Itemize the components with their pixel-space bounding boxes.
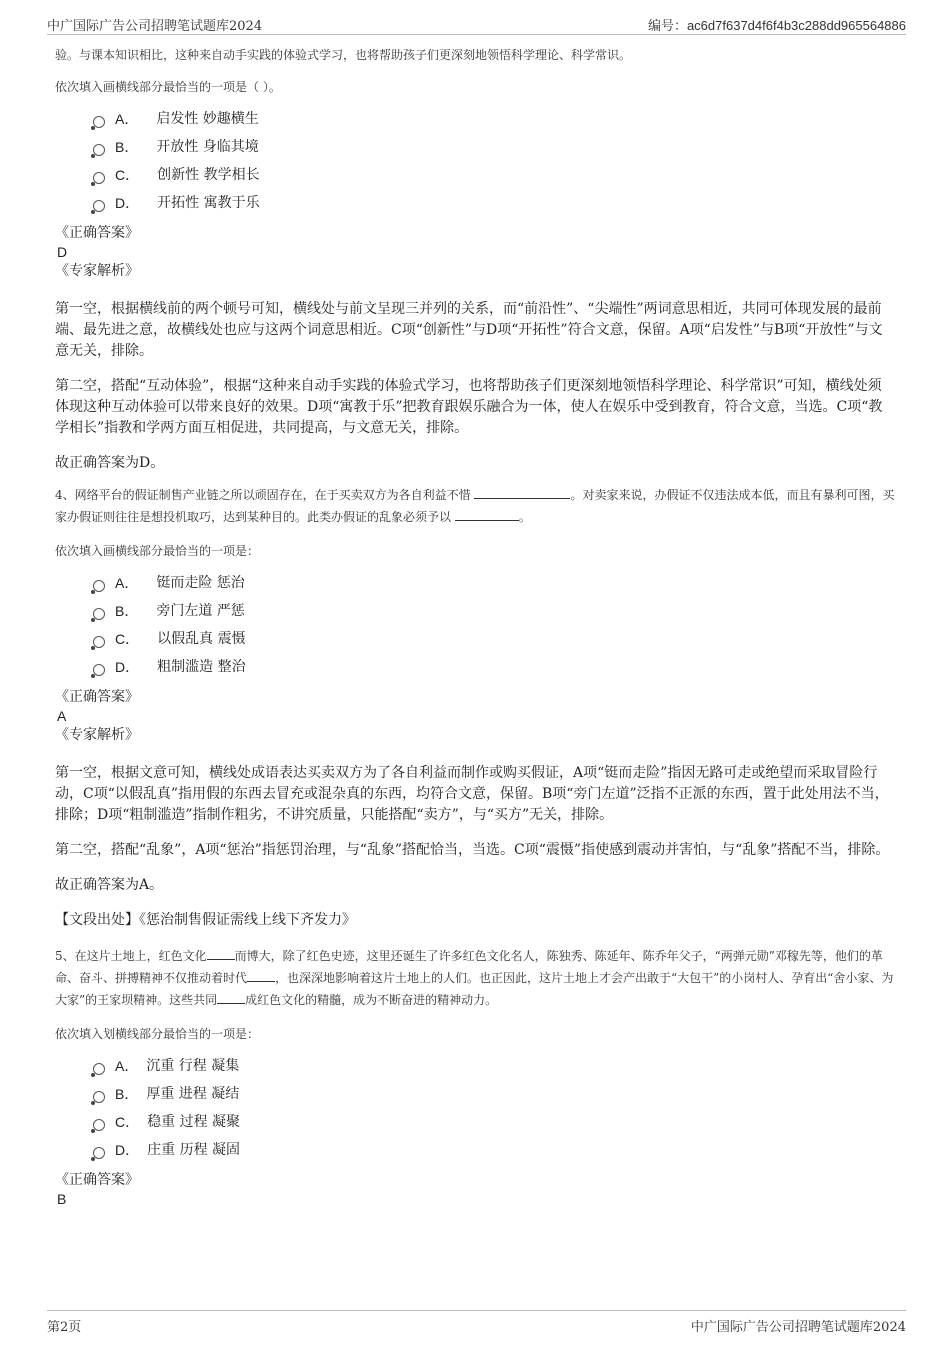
blank-line — [474, 486, 570, 499]
radio-icon[interactable] — [93, 200, 105, 212]
radio-icon[interactable] — [93, 580, 105, 592]
q3-answer-label: 《正确答案》 — [55, 225, 139, 241]
q3-answer: D — [57, 244, 68, 260]
q5-option-c[interactable]: C． 稳重 过程 凝聚 — [93, 1108, 895, 1136]
q4-option-a[interactable]: A． 铤而走险 惩治 — [93, 569, 895, 597]
blank-line — [217, 991, 245, 1004]
radio-icon[interactable] — [93, 1091, 105, 1103]
blank-line — [247, 969, 275, 982]
radio-icon[interactable] — [93, 172, 105, 184]
q3-analysis-1: 第一空，根据横线前的两个顿号可知，横线处与前文呈现三并列的关系，而“前沿性”、“尖端性”两词意思相近，共同可体现发展的最前端、最先进之意，故横线处也应与这两个词意思相近。C项“创新性”与D项“开拓性”符合文意，保留。A项“启发性”与B项“开放性”与文意无关，排除。 — [55, 301, 883, 359]
q4-option-b[interactable]: B． 旁门左道 严惩 — [93, 597, 895, 625]
q4-option-d[interactable]: D． 粗制滥造 整治 — [93, 653, 895, 681]
q3-stem: 验。与课本知识相比，这种来自动手实践的体验式学习，也将帮助孩子们更深刻地领悟科学理论、科学常识。 — [55, 48, 632, 62]
q4-answer-label: 《正确答案》 — [55, 689, 139, 705]
q5-options — [93, 1052, 895, 1164]
radio-icon[interactable] — [93, 116, 105, 128]
radio-icon[interactable] — [93, 1119, 105, 1131]
q3-option-d[interactable]: D． 开拓性 寓教于乐 — [93, 189, 895, 217]
q3-prompt: 依次填入画横线部分最恰当的一项是（ ）。 — [55, 80, 281, 94]
radio-icon[interactable] — [93, 1063, 105, 1075]
header-title: 中广国际广告公司招聘笔试题库2024 — [47, 19, 263, 34]
q4-prompt: 依次填入画横线部分最恰当的一项是： — [55, 544, 260, 558]
page-content — [55, 42, 895, 1208]
q5-answer-label: 《正确答案》 — [55, 1172, 139, 1188]
q5-option-d[interactable]: D． 庄重 历程 凝固 — [93, 1136, 895, 1164]
q5-option-a[interactable]: A． 沉重 行程 凝集 — [93, 1052, 895, 1080]
q4-answer: A — [57, 708, 67, 724]
q3-analysis-label: 《专家解析》 — [55, 263, 139, 279]
radio-icon[interactable] — [93, 1147, 105, 1159]
q5-stem: 5、在这片土地上，红色文化 而博大，除了红色史迹，这里还诞生了许多红色文化名人，陈独秀、陈延年、陈乔年父子，“两弹元勋”邓稼先等，他们的革命、奋斗、拼搏精神不仅推动着时代 ，也深深地影响着这片土地上的人们。也正因此，这片土地上才会产出敢于“大包干”的小岗村人、孕育出“舍小家、为大家”的王家坝精神。这些共同 成红色文化的精髓，成为不断奋进的精神动力。 — [55, 949, 894, 1007]
q3-analysis-3: 故正确答案为D。 — [55, 455, 165, 471]
q4-analysis-3: 故正确答案为A。 — [55, 877, 164, 893]
q4-source: 【文段出处】《惩治制售假证需线上线下齐发力》 — [55, 912, 356, 928]
page-footer — [47, 1310, 906, 1337]
q3-option-a[interactable]: A． 启发性 妙趣横生 — [93, 105, 895, 133]
q4-analysis-label: 《专家解析》 — [55, 727, 139, 743]
footer-title: 中广国际广告公司招聘笔试题库2024 — [690, 1320, 906, 1335]
q4-option-c[interactable]: C． 以假乱真 震慑 — [93, 625, 895, 653]
q3-option-b[interactable]: B． 开放性 身临其境 — [93, 133, 895, 161]
q4-analysis-1: 第一空，根据文意可知，横线处成语表达买卖双方为了各自利益而制作或购买假证，A项“铤而走险”指因无路可走或绝望而采取冒险行动，C项“以假乱真”指用假的东西去冒充或混杂真的东西，均符合文意，保留。B项“旁门左道”泛指不正派的东西，置于此处用法不当，排除；D项“粗制滥造”指制作粗劣，不讲究质量，只能搭配“卖方”，与“买方”无关，排除。 — [55, 765, 889, 823]
radio-icon[interactable] — [93, 664, 105, 676]
q4-analysis-2: 第二空，搭配“乱象”，A项“惩治”指惩罚治理，与“乱象”搭配恰当，当选。C项“震慑”指使感到震动并害怕，与“乱象”搭配不当，排除。 — [55, 842, 890, 858]
radio-icon[interactable] — [93, 636, 105, 648]
q4-stem: 4、网络平台的假证制售产业链之所以顽固存在，在于买卖双方为各自利益不惜 。对卖家来说，办假证不仅违法成本低，而且有暴利可图，买家办假证则往往是想投机取巧，达到某种目的。此类办假证的乱象必须予以 。 — [55, 488, 895, 524]
q3-options — [93, 105, 895, 217]
blank-line — [207, 947, 235, 960]
q3-analysis-2: 第二空，搭配“互动体验”，根据“这种来自动手实践的体验式学习，也将帮助孩子们更深刻地领悟科学理论、科学常识”可知，横线处须体现这种互动体验可以带来良好的效果。D项“寓教于乐”把教育跟娱乐融合为一体，使人在娱乐中受到教育，符合文意，当选。C项“教学相长”指教和学两方面互相促进，共同提高，与文意无关，排除。 — [55, 378, 883, 436]
page-header — [47, 12, 906, 35]
blank-line — [455, 508, 519, 521]
q3-option-c[interactable]: C． 创新性 教学相长 — [93, 161, 895, 189]
q5-answer: B — [57, 1191, 67, 1207]
page-number: 第2页 — [47, 1320, 82, 1335]
q5-prompt: 依次填入划横线部分最恰当的一项是： — [55, 1027, 260, 1041]
radio-icon[interactable] — [93, 608, 105, 620]
document-id: 编号：ac6d7f637d4f6f4b3c288dd965564886 — [647, 18, 906, 33]
q4-options — [93, 569, 895, 681]
radio-icon[interactable] — [93, 144, 105, 156]
q5-option-b[interactable]: B． 厚重 进程 凝结 — [93, 1080, 895, 1108]
